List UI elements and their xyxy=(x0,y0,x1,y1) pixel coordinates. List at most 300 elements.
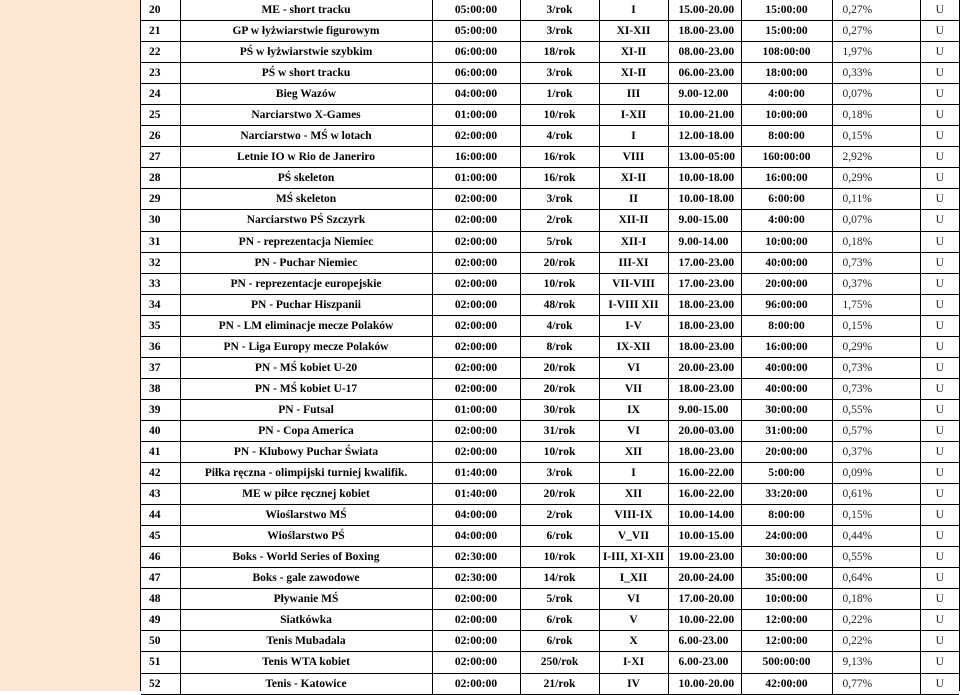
program-name: Tenis - Katowice xyxy=(180,673,432,694)
hours-cell: 17.00-20.00 xyxy=(668,589,741,610)
duration-cell: 05:00:00 xyxy=(432,0,520,21)
frequency-cell: 3/rok xyxy=(520,63,599,84)
total-time-cell: 12:00:00 xyxy=(741,610,832,631)
row-number: 52 xyxy=(141,673,180,694)
percent-cell: 0,55% xyxy=(832,547,920,568)
frequency-cell: 6/rok xyxy=(520,526,599,547)
program-name: Siatkówka xyxy=(180,610,432,631)
percent-cell: 0,15% xyxy=(832,505,920,526)
frequency-cell: 4/rok xyxy=(520,126,599,147)
flag-cell: U xyxy=(920,547,959,568)
percent-cell: 0,22% xyxy=(832,610,920,631)
table-row xyxy=(141,315,959,336)
flag-cell: U xyxy=(920,673,959,694)
hours-cell: 10.00-15.00 xyxy=(668,526,741,547)
row-number: 38 xyxy=(141,378,180,399)
table-row xyxy=(141,399,959,420)
row-number: 46 xyxy=(141,547,180,568)
flag-cell: U xyxy=(920,252,959,273)
months-cell: VII xyxy=(599,378,668,399)
hours-cell: 18.00-23.00 xyxy=(668,378,741,399)
duration-cell: 02:00:00 xyxy=(432,273,520,294)
row-number: 34 xyxy=(141,294,180,315)
program-name: Letnie IO w Rio de Janeriro xyxy=(180,147,432,168)
table-row xyxy=(141,147,959,168)
months-cell: III xyxy=(599,84,668,105)
total-time-cell: 10:00:00 xyxy=(741,589,832,610)
total-time-cell: 30:00:00 xyxy=(741,399,832,420)
flag-cell: U xyxy=(920,273,959,294)
program-name: Bieg Wazów xyxy=(180,84,432,105)
table-row xyxy=(141,231,959,252)
duration-cell: 06:00:00 xyxy=(432,42,520,63)
months-cell: I_XII xyxy=(599,568,668,589)
row-number: 36 xyxy=(141,336,180,357)
total-time-cell: 30:00:00 xyxy=(741,547,832,568)
hours-cell: 10.00-20.00 xyxy=(668,673,741,694)
flag-cell: U xyxy=(920,42,959,63)
row-number: 43 xyxy=(141,484,180,505)
duration-cell: 02:00:00 xyxy=(432,252,520,273)
total-time-cell: 15:00:00 xyxy=(741,0,832,21)
months-cell: VIII-IX xyxy=(599,505,668,526)
table-row xyxy=(141,210,959,231)
flag-cell: U xyxy=(920,63,959,84)
total-time-cell: 16:00:00 xyxy=(741,168,832,189)
table-row xyxy=(141,357,959,378)
percent-cell: 0,77% xyxy=(832,673,920,694)
months-cell: II xyxy=(599,189,668,210)
months-cell: VIII xyxy=(599,147,668,168)
row-number: 31 xyxy=(141,231,180,252)
row-number: 41 xyxy=(141,441,180,462)
flag-cell: U xyxy=(920,336,959,357)
hours-cell: 12.00-18.00 xyxy=(668,126,741,147)
flag-cell: U xyxy=(920,210,959,231)
duration-cell: 01:40:00 xyxy=(432,484,520,505)
flag-cell: U xyxy=(920,168,959,189)
flag-cell: U xyxy=(920,315,959,336)
program-name: Narciarstwo X-Games xyxy=(180,105,432,126)
table-row xyxy=(141,652,959,673)
table-row xyxy=(141,126,959,147)
flag-cell: U xyxy=(920,420,959,441)
table-row xyxy=(141,42,959,63)
percent-cell: 0,44% xyxy=(832,526,920,547)
total-time-cell: 160:00:00 xyxy=(741,147,832,168)
flag-cell: U xyxy=(920,526,959,547)
row-number: 50 xyxy=(141,631,180,652)
frequency-cell: 4/rok xyxy=(520,315,599,336)
flag-cell: U xyxy=(920,147,959,168)
percent-cell: 0,27% xyxy=(832,21,920,42)
program-name: Wioślarstwo MŚ xyxy=(180,505,432,526)
hours-cell: 9.00-12.00 xyxy=(668,84,741,105)
months-cell: VI xyxy=(599,589,668,610)
program-name: PN - Liga Europy mecze Polaków xyxy=(180,336,432,357)
program-name: Tenis Mubadala xyxy=(180,631,432,652)
left-margin-panel xyxy=(0,0,140,691)
months-cell: VI xyxy=(599,357,668,378)
hours-cell: 08.00-23.00 xyxy=(668,42,741,63)
program-name: PN - MŚ kobiet U-20 xyxy=(180,357,432,378)
row-number: 49 xyxy=(141,610,180,631)
total-time-cell: 40:00:00 xyxy=(741,357,832,378)
flag-cell: U xyxy=(920,441,959,462)
hours-cell: 18.00-23.00 xyxy=(668,441,741,462)
row-number: 40 xyxy=(141,420,180,441)
hours-cell: 18.00-23.00 xyxy=(668,294,741,315)
program-name: PN - reprezentacje europejskie xyxy=(180,273,432,294)
program-name: PN - LM eliminacje mecze Polaków xyxy=(180,315,432,336)
total-time-cell: 33:20:00 xyxy=(741,484,832,505)
frequency-cell: 10/rok xyxy=(520,441,599,462)
row-number: 47 xyxy=(141,568,180,589)
frequency-cell: 10/rok xyxy=(520,547,599,568)
table-row xyxy=(141,505,959,526)
flag-cell: U xyxy=(920,378,959,399)
total-time-cell: 108:00:00 xyxy=(741,42,832,63)
hours-cell: 13.00-05:00 xyxy=(668,147,741,168)
hours-cell: 16.00-22.00 xyxy=(668,463,741,484)
frequency-cell: 31/rok xyxy=(520,420,599,441)
total-time-cell: 20:00:00 xyxy=(741,441,832,462)
hours-cell: 20.00-03.00 xyxy=(668,420,741,441)
frequency-cell: 1/rok xyxy=(520,84,599,105)
months-cell: IX-XII xyxy=(599,336,668,357)
percent-cell: 0,33% xyxy=(832,63,920,84)
percent-cell: 0,29% xyxy=(832,336,920,357)
row-number: 35 xyxy=(141,315,180,336)
duration-cell: 02:00:00 xyxy=(432,673,520,694)
frequency-cell: 250/rok xyxy=(520,652,599,673)
months-cell: XII-II xyxy=(599,210,668,231)
row-number: 23 xyxy=(141,63,180,84)
program-name: PN - Futsal xyxy=(180,399,432,420)
row-number: 20 xyxy=(141,0,180,21)
flag-cell: U xyxy=(920,21,959,42)
duration-cell: 04:00:00 xyxy=(432,526,520,547)
duration-cell: 01:00:00 xyxy=(432,168,520,189)
hours-cell: 9.00-14.00 xyxy=(668,231,741,252)
row-number: 24 xyxy=(141,84,180,105)
months-cell: IX xyxy=(599,399,668,420)
program-name: PN - Puchar Hiszpanii xyxy=(180,294,432,315)
program-name: PŚ w short tracku xyxy=(180,63,432,84)
duration-cell: 02:00:00 xyxy=(432,126,520,147)
total-time-cell: 4:00:00 xyxy=(741,210,832,231)
program-name: PŚ skeleton xyxy=(180,168,432,189)
duration-cell: 01:00:00 xyxy=(432,399,520,420)
row-number: 33 xyxy=(141,273,180,294)
table-row xyxy=(141,589,959,610)
months-cell: XII xyxy=(599,441,668,462)
frequency-cell: 20/rok xyxy=(520,378,599,399)
months-cell: I xyxy=(599,126,668,147)
table-row xyxy=(141,441,959,462)
frequency-cell: 3/rok xyxy=(520,0,599,21)
frequency-cell: 6/rok xyxy=(520,631,599,652)
months-cell: XI-II xyxy=(599,42,668,63)
months-cell: III-XI xyxy=(599,252,668,273)
duration-cell: 06:00:00 xyxy=(432,63,520,84)
months-cell: XII-I xyxy=(599,231,668,252)
program-name: Tenis WTA kobiet xyxy=(180,652,432,673)
row-number: 42 xyxy=(141,463,180,484)
table-row xyxy=(141,105,959,126)
total-time-cell: 8:00:00 xyxy=(741,126,832,147)
hours-cell: 18.00-23.00 xyxy=(668,315,741,336)
total-time-cell: 5:00:00 xyxy=(741,463,832,484)
frequency-cell: 5/rok xyxy=(520,231,599,252)
flag-cell: U xyxy=(920,294,959,315)
total-time-cell: 15:00:00 xyxy=(741,21,832,42)
percent-cell: 0,15% xyxy=(832,126,920,147)
flag-cell: U xyxy=(920,231,959,252)
program-name: PŚ w łyżwiarstwie szybkim xyxy=(180,42,432,63)
hours-cell: 6.00-23.00 xyxy=(668,631,741,652)
program-name: ME - short tracku xyxy=(180,0,432,21)
hours-cell: 19.00-23.00 xyxy=(668,547,741,568)
months-cell: V_VII xyxy=(599,526,668,547)
duration-cell: 01:00:00 xyxy=(432,105,520,126)
row-number: 22 xyxy=(141,42,180,63)
percent-cell: 0,73% xyxy=(832,378,920,399)
program-name: Pływanie MŚ xyxy=(180,589,432,610)
hours-cell: 20.00-24.00 xyxy=(668,568,741,589)
program-name: Boks - gale zawodowe xyxy=(180,568,432,589)
program-name: Boks - World Series of Boxing xyxy=(180,547,432,568)
duration-cell: 02:00:00 xyxy=(432,336,520,357)
hours-cell: 10.00-18.00 xyxy=(668,189,741,210)
duration-cell: 02:00:00 xyxy=(432,294,520,315)
total-time-cell: 6:00:00 xyxy=(741,189,832,210)
duration-cell: 02:00:00 xyxy=(432,378,520,399)
percent-cell: 0,18% xyxy=(832,589,920,610)
table-row xyxy=(141,547,959,568)
hours-cell: 17.00-23.00 xyxy=(668,252,741,273)
total-time-cell: 18:00:00 xyxy=(741,63,832,84)
table-row xyxy=(141,273,959,294)
hours-cell: 10.00-21.00 xyxy=(668,105,741,126)
duration-cell: 04:00:00 xyxy=(432,84,520,105)
hours-cell: 6.00-23.00 xyxy=(668,652,741,673)
frequency-cell: 10/rok xyxy=(520,105,599,126)
frequency-cell: 16/rok xyxy=(520,147,599,168)
frequency-cell: 3/rok xyxy=(520,189,599,210)
total-time-cell: 31:00:00 xyxy=(741,420,832,441)
months-cell: XI-II xyxy=(599,63,668,84)
frequency-cell: 5/rok xyxy=(520,589,599,610)
flag-cell: U xyxy=(920,189,959,210)
duration-cell: 02:00:00 xyxy=(432,420,520,441)
duration-cell: 02:00:00 xyxy=(432,631,520,652)
table-row xyxy=(141,378,959,399)
table-row xyxy=(141,610,959,631)
flag-cell: U xyxy=(920,631,959,652)
row-number: 28 xyxy=(141,168,180,189)
percent-cell: 0,11% xyxy=(832,189,920,210)
total-time-cell: 42:00:00 xyxy=(741,673,832,694)
months-cell: I-VIII XII xyxy=(599,294,668,315)
duration-cell: 02:00:00 xyxy=(432,189,520,210)
frequency-cell: 14/rok xyxy=(520,568,599,589)
table-row xyxy=(141,463,959,484)
percent-cell: 0,37% xyxy=(832,441,920,462)
flag-cell: U xyxy=(920,126,959,147)
program-name: Narciarstwo - MŚ w lotach xyxy=(180,126,432,147)
duration-cell: 02:00:00 xyxy=(432,231,520,252)
frequency-cell: 20/rok xyxy=(520,357,599,378)
flag-cell: U xyxy=(920,610,959,631)
percent-cell: 0,57% xyxy=(832,420,920,441)
row-number: 29 xyxy=(141,189,180,210)
percent-cell: 9,13% xyxy=(832,652,920,673)
total-time-cell: 4:00:00 xyxy=(741,84,832,105)
percent-cell: 0,18% xyxy=(832,105,920,126)
percent-cell: 0,64% xyxy=(832,568,920,589)
percent-cell: 0,22% xyxy=(832,631,920,652)
months-cell: XII xyxy=(599,484,668,505)
frequency-cell: 3/rok xyxy=(520,463,599,484)
duration-cell: 02:00:00 xyxy=(432,315,520,336)
duration-cell: 02:00:00 xyxy=(432,210,520,231)
percent-cell: 0,07% xyxy=(832,84,920,105)
flag-cell: U xyxy=(920,568,959,589)
frequency-cell: 30/rok xyxy=(520,399,599,420)
total-time-cell: 500:00:00 xyxy=(741,652,832,673)
row-number: 26 xyxy=(141,126,180,147)
percent-cell: 0,07% xyxy=(832,210,920,231)
total-time-cell: 35:00:00 xyxy=(741,568,832,589)
months-cell: I-XII xyxy=(599,105,668,126)
frequency-cell: 2/rok xyxy=(520,210,599,231)
program-name: PN - Klubowy Puchar Świata xyxy=(180,441,432,462)
percent-cell: 1,75% xyxy=(832,294,920,315)
flag-cell: U xyxy=(920,652,959,673)
frequency-cell: 2/rok xyxy=(520,505,599,526)
percent-cell: 0,15% xyxy=(832,315,920,336)
frequency-cell: 21/rok xyxy=(520,673,599,694)
months-cell: X xyxy=(599,631,668,652)
table-row xyxy=(141,189,959,210)
percent-cell: 0,18% xyxy=(832,231,920,252)
percent-cell: 0,29% xyxy=(832,168,920,189)
percent-cell: 0,27% xyxy=(832,0,920,21)
row-number: 25 xyxy=(141,105,180,126)
table-row xyxy=(141,336,959,357)
program-name: MŚ skeleton xyxy=(180,189,432,210)
total-time-cell: 40:00:00 xyxy=(741,252,832,273)
hours-cell: 9.00-15.00 xyxy=(668,399,741,420)
flag-cell: U xyxy=(920,484,959,505)
duration-cell: 02:30:00 xyxy=(432,568,520,589)
row-number: 39 xyxy=(141,399,180,420)
flag-cell: U xyxy=(920,105,959,126)
frequency-cell: 16/rok xyxy=(520,168,599,189)
percent-cell: 1,97% xyxy=(832,42,920,63)
duration-cell: 02:00:00 xyxy=(432,589,520,610)
table-row xyxy=(141,63,959,84)
duration-cell: 16:00:00 xyxy=(432,147,520,168)
table-row xyxy=(141,631,959,652)
hours-cell: 18.00-23.00 xyxy=(668,21,741,42)
table-row xyxy=(141,526,959,547)
program-name: GP w łyżwiarstwie figurowym xyxy=(180,21,432,42)
flag-cell: U xyxy=(920,0,959,21)
table-row xyxy=(141,0,959,21)
total-time-cell: 20:00:00 xyxy=(741,273,832,294)
months-cell: XI-XII xyxy=(599,21,668,42)
table-row xyxy=(141,252,959,273)
months-cell: I-III, XI-XII xyxy=(599,547,668,568)
percent-cell: 0,37% xyxy=(832,273,920,294)
table-row xyxy=(141,484,959,505)
duration-cell: 01:40:00 xyxy=(432,463,520,484)
hours-cell: 10.00-18.00 xyxy=(668,168,741,189)
duration-cell: 02:00:00 xyxy=(432,610,520,631)
table-row xyxy=(141,568,959,589)
hours-cell: 16.00-22.00 xyxy=(668,484,741,505)
row-number: 51 xyxy=(141,652,180,673)
hours-cell: 06.00-23.00 xyxy=(668,63,741,84)
months-cell: I xyxy=(599,0,668,21)
program-name: Piłka ręczna - olimpijski turniej kwalifik. xyxy=(180,463,432,484)
program-name: PN - Copa America xyxy=(180,420,432,441)
row-number: 21 xyxy=(141,21,180,42)
row-number: 44 xyxy=(141,505,180,526)
duration-cell: 02:30:00 xyxy=(432,547,520,568)
months-cell: VII-VIII xyxy=(599,273,668,294)
program-name: PN - reprezentacja Niemiec xyxy=(180,231,432,252)
total-time-cell: 10:00:00 xyxy=(741,231,832,252)
program-name: PN - Puchar Niemiec xyxy=(180,252,432,273)
percent-cell: 2,92% xyxy=(832,147,920,168)
frequency-cell: 18/rok xyxy=(520,42,599,63)
flag-cell: U xyxy=(920,399,959,420)
flag-cell: U xyxy=(920,463,959,484)
frequency-cell: 48/rok xyxy=(520,294,599,315)
flag-cell: U xyxy=(920,505,959,526)
hours-cell: 10.00-14.00 xyxy=(668,505,741,526)
row-number: 48 xyxy=(141,589,180,610)
schedule-table xyxy=(141,0,959,695)
months-cell: VI xyxy=(599,420,668,441)
total-time-cell: 8:00:00 xyxy=(741,315,832,336)
table-row xyxy=(141,420,959,441)
percent-cell: 0,73% xyxy=(832,252,920,273)
table-row xyxy=(141,21,959,42)
hours-cell: 17.00-23.00 xyxy=(668,273,741,294)
frequency-cell: 20/rok xyxy=(520,252,599,273)
schedule-table-sheet xyxy=(140,0,960,691)
duration-cell: 04:00:00 xyxy=(432,505,520,526)
row-number: 45 xyxy=(141,526,180,547)
row-number: 27 xyxy=(141,147,180,168)
table-row xyxy=(141,84,959,105)
percent-cell: 0,61% xyxy=(832,484,920,505)
program-name: ME w piłce ręcznej kobiet xyxy=(180,484,432,505)
frequency-cell: 6/rok xyxy=(520,610,599,631)
duration-cell: 02:00:00 xyxy=(432,441,520,462)
hours-cell: 18.00-23.00 xyxy=(668,336,741,357)
duration-cell: 02:00:00 xyxy=(432,652,520,673)
percent-cell: 0,55% xyxy=(832,399,920,420)
row-number: 37 xyxy=(141,357,180,378)
duration-cell: 02:00:00 xyxy=(432,357,520,378)
hours-cell: 20.00-23.00 xyxy=(668,357,741,378)
months-cell: IV xyxy=(599,673,668,694)
